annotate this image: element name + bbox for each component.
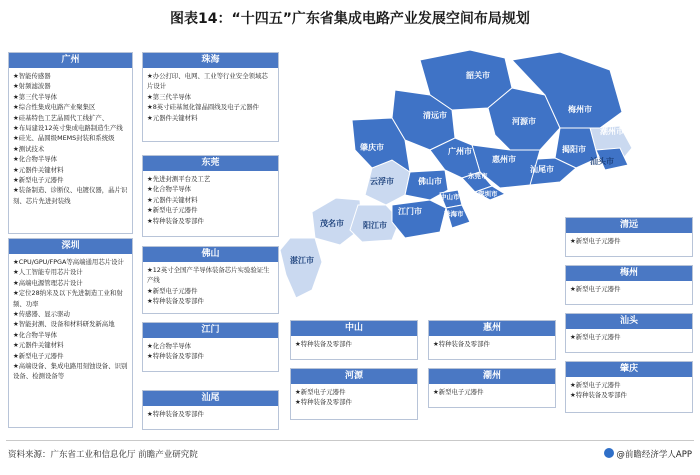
box-meizhou-list (566, 281, 692, 296)
box-huizhou (428, 320, 556, 360)
list-item: ★元器件关键材料 (147, 113, 198, 122)
box-meizhou-title: 梅州 (566, 266, 692, 281)
label-huizhou: 惠州市 (492, 155, 516, 164)
box-foshan-list (143, 262, 278, 309)
box-zhongshan (290, 320, 418, 360)
box-zhuhai-title: 珠海 (143, 53, 278, 68)
box-guangzhou (8, 52, 133, 234)
box-zhongshan-title: 中山 (291, 321, 417, 336)
brand-text: @前瞻经济学人APP (616, 450, 692, 460)
list-item: ★第三代半导体 (147, 92, 192, 101)
list-item: ★元器件关键材料 (13, 165, 64, 174)
list-item: ★综合性集成电路产业聚集区 (13, 103, 96, 112)
source-note: 资料来源：广东省工业和信息化厅 前瞻产业研究院 (8, 450, 198, 460)
list-item: ★特种装备及零部件 (147, 216, 204, 225)
box-chaozhou-list (429, 384, 555, 399)
brand-credit (604, 448, 692, 460)
list-item: ★特种装备及零部件 (295, 340, 352, 348)
box-zhaoqing-title: 肇庆 (566, 362, 692, 377)
list-item: ★特种装备及零部件 (147, 410, 204, 418)
label-yunfu: 云浮市 (370, 177, 394, 186)
list-item: ★CPU/GPU/FPGA等高端通用芯片设计 (13, 258, 124, 266)
box-heyuan-list (291, 384, 417, 410)
label-shaoguan: 韶关市 (466, 71, 490, 80)
list-item: ★射频滤波器 (13, 82, 51, 91)
box-zhaoqing (565, 361, 693, 413)
list-item: ★布局建设12英寸集成电路制造生产线 (13, 124, 123, 133)
box-qingyuan-list (566, 233, 692, 248)
label-zhongshan: 中山市 (440, 193, 460, 201)
box-chaozhou-title: 潮州 (429, 369, 555, 384)
list-item: ★新型电子元器件 (13, 351, 64, 360)
list-item: ★新型电子元器件 (570, 381, 621, 389)
label-zhanjiang: 湛江市 (290, 256, 314, 265)
list-item: ★高端设备、集成电路用刻蚀设备、识别设备、检测设备等 (13, 362, 128, 381)
list-item: ★新型电子元器件 (13, 176, 64, 185)
list-item: ★第三代半导体 (13, 92, 58, 101)
box-zhongshan-list (291, 336, 417, 351)
list-item: ★新型电子元器件 (570, 237, 621, 245)
list-item: ★新型电子元器件 (147, 286, 198, 295)
footer-divider (6, 440, 694, 441)
box-zhuhai (142, 52, 279, 142)
box-heyuan-title: 河源 (291, 369, 417, 384)
box-shanwei-list (143, 406, 278, 421)
box-guangzhou-list (9, 68, 132, 208)
box-shenzhen (8, 238, 133, 428)
list-item: ★定位28纳米及以下先进制造工业和射频、功率 (13, 289, 123, 308)
box-dongguan-list (143, 171, 278, 228)
label-shenzhen: 深圳市 (478, 190, 498, 198)
box-foshan-title: 佛山 (143, 247, 278, 262)
region-jiangmen (392, 200, 446, 238)
list-item: ★化合物半导体 (13, 155, 58, 164)
box-zhaoqing-list (566, 377, 692, 403)
brand-logo-icon (604, 448, 614, 458)
list-item: ★新型电子元器件 (433, 388, 484, 396)
list-item: ★硅基特色工艺晶圆代工线扩产、 (13, 113, 109, 122)
label-dongguan: 东莞市 (468, 172, 488, 180)
box-shenzhen-title: 深圳 (9, 239, 132, 254)
list-item: ★特种装备及零部件 (147, 352, 204, 361)
region-zhanjiang (280, 238, 322, 298)
box-shanwei (142, 390, 279, 430)
box-dongguan (142, 155, 279, 237)
box-shanwei-title: 汕尾 (143, 391, 278, 406)
label-shantou: 汕头市 (590, 157, 614, 166)
list-item: ★智能传感器 (13, 72, 51, 80)
box-zhuhai-list (143, 68, 278, 125)
box-heyuan (290, 368, 418, 420)
box-jiangmen-list (143, 338, 278, 364)
box-shantou-title: 汕头 (566, 314, 692, 329)
label-guangzhou: 广州市 (448, 147, 472, 156)
box-shenzhen-list (9, 254, 132, 384)
label-zhaoqing: 肇庆市 (360, 143, 384, 152)
list-item: ★特种装备及零部件 (433, 340, 490, 348)
box-qingyuan-title: 清远 (566, 218, 692, 233)
label-yangjiang: 阳江市 (363, 221, 387, 230)
list-item: ★新型电子元器件 (570, 333, 621, 341)
label-meizhou: 梅州市 (568, 105, 592, 114)
label-qingyuan: 清远市 (423, 111, 447, 120)
list-item: ★装备制造、诊断仪、电镀仪器，晶片识刻、芯片先进封装线 (13, 186, 128, 205)
dark-regions (352, 50, 628, 238)
list-item: ★传感器、显示驱动 (13, 310, 70, 319)
box-dongguan-title: 东莞 (143, 156, 278, 171)
list-item: ★办公打印、电网、工业等行业安全领域芯片设计 (147, 72, 268, 91)
list-item: ★12英寸全国产半导体装备芯片实验验证生产线 (147, 266, 270, 285)
box-jiangmen (142, 322, 279, 372)
label-maoming: 茂名市 (320, 219, 344, 228)
list-item: ★新型电子元器件 (147, 206, 198, 215)
box-qingyuan (565, 217, 693, 257)
list-item: ★元器件关键材料 (13, 341, 64, 350)
list-item: ★硅光、晶圆级MEMS封装和系统级 (13, 134, 115, 143)
list-item: ★元器件关键材料 (147, 195, 198, 204)
box-huizhou-title: 惠州 (429, 321, 555, 336)
chart-title: 图表14：“十四五”广东省集成电路产业发展空间布局规划 (170, 11, 530, 27)
list-item: ★8英寸硅基氮化镓晶圆线及电子元器件 (147, 103, 260, 112)
box-meizhou (565, 265, 693, 305)
box-shantou-list (566, 329, 692, 344)
label-shanwei: 汕尾市 (530, 165, 554, 174)
box-huizhou-list (429, 336, 555, 351)
label-jiangmen: 江门市 (398, 207, 422, 216)
list-item: ★特种装备及零部件 (147, 297, 204, 306)
label-zhuhai: 珠海市 (444, 210, 464, 218)
list-item: ★新型电子元器件 (295, 388, 346, 396)
list-item: ★特种装备及零部件 (570, 391, 627, 400)
list-item: ★高端电源管理芯片设计 (13, 278, 83, 287)
list-item: ★智能封测、设备和材料研发新高地 (13, 320, 115, 329)
box-guangzhou-title: 广州 (9, 53, 132, 68)
box-shantou (565, 313, 693, 353)
label-foshan: 佛山市 (418, 177, 442, 186)
box-chaozhou (428, 368, 556, 408)
list-item: ★化合物半导体 (147, 342, 192, 350)
list-item: ★化合物半导体 (147, 185, 192, 194)
list-item: ★人工智能专用芯片设计 (13, 268, 83, 277)
list-item: ★化合物半导体 (13, 330, 58, 339)
label-jieyang: 揭阳市 (562, 145, 586, 154)
list-item: ★新型电子元器件 (570, 285, 621, 293)
label-heyuan: 河源市 (512, 117, 536, 126)
box-foshan (142, 246, 279, 314)
box-jiangmen-title: 江门 (143, 323, 278, 338)
list-item: ★特种装备及零部件 (295, 398, 352, 407)
list-item: ★测试技术 (13, 144, 45, 153)
list-item: ★先进封测平台及工艺 (147, 175, 211, 183)
label-chaozhou: 潮州市 (600, 127, 624, 136)
